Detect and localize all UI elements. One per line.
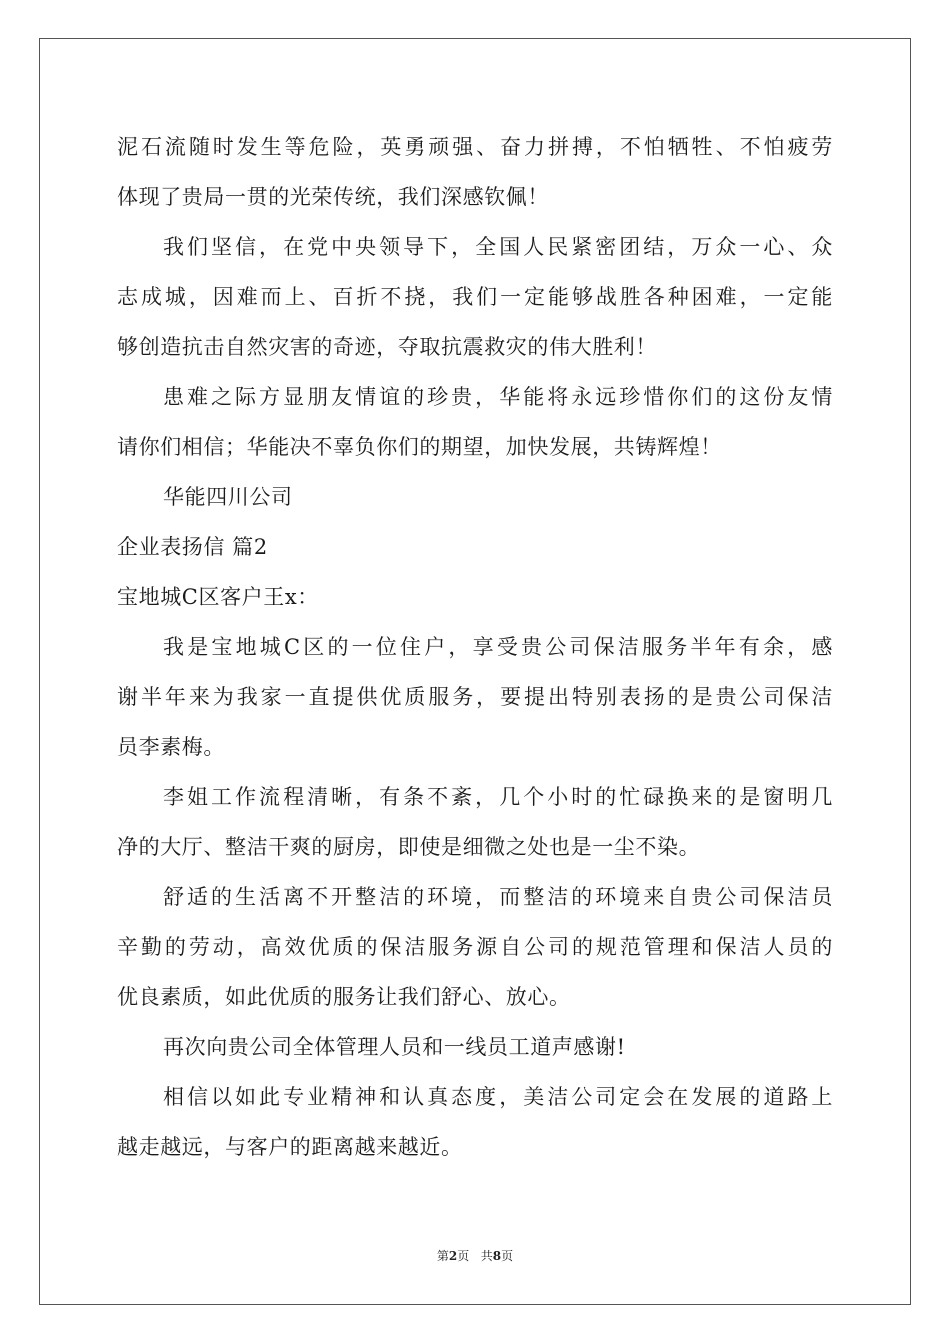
page-number: 2 [448,1249,458,1263]
text-line: 宝地城C区客户王x： [117,585,319,609]
text-line: 够创造抗击自然灾害的奇迹，夺取抗震救灾的伟大胜利！ [117,335,657,359]
text-line: 再次向贵公司全体管理人员和一线员工道声感谢! [163,1035,626,1059]
text-line: 患难之际方显朋友情谊的珍贵，华能将永远珍惜你们的这份友情 [163,385,833,409]
text-line: 企业表扬信 篇2 [117,535,268,559]
page-number-prefix: 第 [436,1249,449,1263]
text-line: 志成城，因难而上、百折不挠，我们一定能够战胜各种困难，一定能 [117,285,833,309]
text-line: 辛勤的劳动，高效优质的保洁服务源自公司的规范管理和保洁人员的 [117,935,833,959]
text-line: 我们坚信，在党中央领导下，全国人民紧密团结，万众一心、众 [163,235,833,259]
text-line: 员李素梅。 [117,735,225,759]
text-line: 泥石流随时发生等危险，英勇顽强、奋力拼搏，不怕牺牲、不怕疲劳 [117,135,833,159]
page-number-suffix: 页 [457,1249,470,1263]
text-line: 谢半年来为我家一直提供优质服务，要提出特别表扬的是贵公司保洁 [117,685,833,709]
text-line: 李姐工作流程清晰，有条不紊，几个小时的忙碌换来的是窗明几 [163,785,833,809]
text-line: 舒适的生活离不开整洁的环境，而整洁的环境来自贵公司保洁员 [163,885,833,909]
text-line: 优良素质，如此优质的服务让我们舒心、放心。 [117,985,571,1009]
text-line: 华能四川公司 [163,485,293,509]
text-line: 净的大厅、整洁干爽的厨房，即使是细微之处也是一尘不染。 [117,835,701,859]
page-footer [0,1247,950,1264]
document-body [117,122,833,1172]
text-line: 越走越远，与客户的距离越来越近。 [117,1135,463,1159]
text-line: 相信以如此专业精神和认真态度，美洁公司定会在发展的道路上 [163,1085,833,1109]
total-pages-prefix: 共 [480,1249,493,1263]
text-line: 请你们相信；华能决不辜负你们的期望，加快发展，共铸辉煌！ [117,435,722,459]
total-pages: 8 [492,1249,502,1263]
text-line: 我是宝地城C区的一位住户，享受贵公司保洁服务半年有余，感 [163,635,833,659]
total-pages-suffix: 页 [501,1249,514,1263]
text-line: 体现了贵局一贯的光荣传统，我们深感钦佩！ [117,185,549,209]
